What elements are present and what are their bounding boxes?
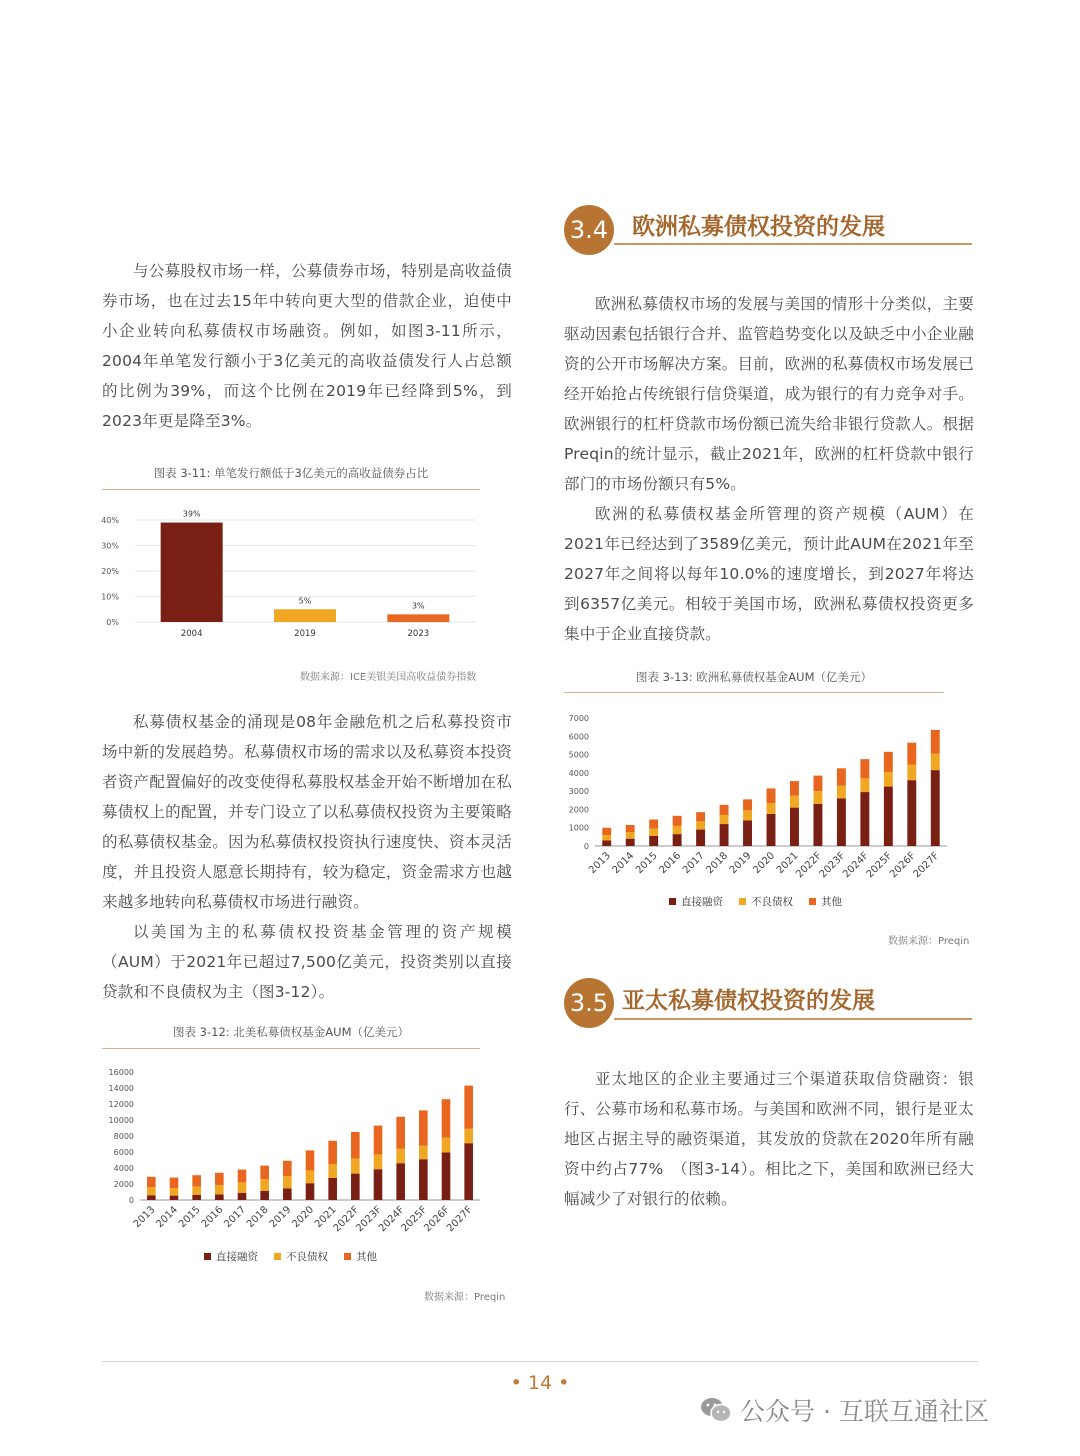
- figure-3-12-rule: [102, 1048, 480, 1049]
- bar-2019-s0: [743, 820, 752, 846]
- bar-2016-s0: [215, 1194, 224, 1200]
- figure-3-11-title: 图表 3-11: 单笔发行额低于3亿美元的高收益债券占比: [153, 466, 429, 480]
- bar-2021-s1: [790, 796, 799, 808]
- bar-2021-s0: [790, 808, 799, 846]
- bar-2020-s2: [306, 1150, 315, 1170]
- figure-3-11-source: 数据来源：ICE美银美国高收益债券指数: [300, 672, 477, 683]
- bar-2026F-s2: [907, 743, 916, 765]
- bar-2019-s1: [743, 810, 752, 820]
- bar-2014-s1: [626, 832, 635, 838]
- bar-2016-s1: [673, 826, 682, 834]
- bar-2022F-s0: [351, 1174, 360, 1200]
- bar-2021-s1: [328, 1164, 337, 1178]
- bar-2018-s2: [720, 805, 729, 815]
- x-tick-label: 2015: [634, 850, 660, 877]
- bar-2019-s1: [283, 1176, 292, 1188]
- bar-2019-s2: [283, 1161, 292, 1176]
- data-label: 5%: [298, 596, 312, 606]
- x-tick-label: 2020: [290, 1204, 317, 1231]
- x-tick-label: 2021: [774, 850, 801, 877]
- bar-2015-s1: [192, 1186, 201, 1194]
- bar-2016-s1: [215, 1185, 224, 1194]
- bar-2013-s0: [602, 841, 611, 846]
- x-tick-label: 2016: [199, 1204, 226, 1231]
- x-tick-label: 2018: [245, 1204, 271, 1231]
- bar-2017-s1: [238, 1182, 247, 1192]
- bar-2027F-s1: [464, 1129, 473, 1143]
- y-tick-label: 14000: [108, 1084, 134, 1093]
- figure-3-13-rule: [564, 692, 944, 693]
- y-tick-label: 20%: [101, 567, 119, 576]
- bar-2022F-s0: [813, 804, 822, 846]
- data-label: 3%: [411, 601, 425, 611]
- x-tick-label: 2014: [610, 850, 637, 877]
- legend-label: 直接融资: [216, 1251, 258, 1263]
- bar-2025F-s1: [419, 1146, 428, 1160]
- section-3-4-rule: [614, 243, 972, 245]
- x-tick-label: 2013: [587, 850, 613, 877]
- bar-2014-s1: [170, 1188, 179, 1196]
- section-3-5-badge: 3.5: [564, 978, 614, 1028]
- figure-3-13-source: 数据来源：Preqin: [888, 936, 970, 947]
- x-tick-label: 2013: [131, 1204, 158, 1231]
- bar-2017-s2: [238, 1170, 247, 1183]
- x-tick-label: 2019: [727, 850, 754, 877]
- x-tick-label: 2023: [407, 629, 430, 639]
- x-tick-label: 2022F: [794, 850, 825, 881]
- bar-2015-s1: [649, 829, 658, 836]
- bar-2015-s0: [649, 836, 658, 846]
- data-label: 39%: [182, 509, 201, 519]
- bar-2024F-s0: [396, 1163, 405, 1200]
- x-tick-label: 2026F: [422, 1204, 453, 1235]
- y-tick-label: 16000: [108, 1068, 134, 1077]
- wechat-watermark: [700, 1392, 989, 1428]
- bar-2018-s1: [720, 815, 729, 824]
- bar-2013-s1: [602, 835, 611, 840]
- bar-2024F-s1: [860, 778, 869, 792]
- footer-rule: [102, 1361, 978, 1362]
- wechat-icon: [700, 1396, 732, 1424]
- y-tick-label: 12000: [108, 1100, 134, 1109]
- bar-2020-s0: [767, 814, 776, 846]
- figure-3-11-rule: [102, 489, 480, 490]
- y-tick-label: 0%: [106, 618, 119, 627]
- bar-2019: [274, 609, 336, 622]
- bar-2015-s2: [192, 1175, 201, 1186]
- paragraph-4: 欧洲私募债权市场的发展与美国的情形十分类似，主要驱动因素包括银行合并、监管趋势变化以及缺乏中小企业融资的公开市场解决方案。目前，欧洲的私募债权市场发展已经开始抢占传统银行信贷渠道，成为银行的有力竞争对手。欧洲银行的杠杆贷款市场份额已流失给非银行贷款人。根据Preqin的统计显示，截止2021年，欧洲的杠杆贷款中银行部门的市场份额只有5%。 欧洲的私募债权基金所管理的资产规模（AUM）在2021年已经达到了3589亿美元，预计此AUM在2021年至2027年之间将以每年10.0%的速度增长，到2027年将达到6357亿美元。相较于美国市场，欧洲私募债权投资更多集中于企业直接贷款。: [564, 295, 974, 643]
- legend-label: 不良债权: [751, 896, 793, 908]
- bar-2014-s2: [626, 825, 635, 832]
- legend-label: 其他: [356, 1251, 377, 1263]
- bar-2027F-s0: [464, 1143, 473, 1200]
- bar-2013-s2: [602, 828, 611, 835]
- bar-2016-s2: [673, 816, 682, 826]
- y-tick-label: 40%: [101, 516, 119, 525]
- bar-2016-s2: [215, 1173, 224, 1185]
- y-tick-label: 3000: [568, 787, 589, 797]
- x-tick-label: 2017: [222, 1204, 249, 1231]
- bar-2021-s2: [790, 781, 799, 796]
- bar-2024F-s2: [396, 1117, 405, 1149]
- legend-swatch: [204, 1253, 211, 1260]
- bar-2017-s2: [696, 812, 705, 821]
- bar-2020-s1: [306, 1170, 315, 1183]
- x-tick-label: 2027F: [911, 850, 942, 881]
- y-tick-label: 1000: [568, 823, 589, 833]
- x-tick-label: 2004: [180, 629, 203, 639]
- bar-2023F-s0: [374, 1169, 383, 1200]
- x-tick-label: 2018: [704, 850, 731, 877]
- bar-2022F-s2: [813, 776, 822, 792]
- section-3-5-title: 亚太私募债权投资的发展: [622, 988, 875, 1014]
- bar-2022F-s2: [351, 1132, 360, 1158]
- section-3-5-rule: [614, 1018, 972, 1020]
- watermark-text: 公众号 · 互联互通社区: [740, 1397, 989, 1426]
- bar-2023F-s2: [374, 1126, 383, 1155]
- section-3-4-badge: 3.4: [564, 205, 614, 255]
- bar-2023F-s1: [374, 1154, 383, 1169]
- y-tick-label: 5000: [568, 750, 589, 760]
- bar-2014-s0: [170, 1196, 179, 1200]
- x-tick-label: 2019: [294, 629, 316, 639]
- bar-2026F-s1: [907, 765, 916, 781]
- bar-2025F-s2: [419, 1110, 428, 1145]
- bar-2023F-s1: [837, 786, 846, 799]
- y-tick-label: 0: [128, 1196, 134, 1205]
- y-tick-label: 8000: [113, 1132, 134, 1141]
- bar-2025F-s0: [884, 787, 893, 846]
- section-3-4-title: 欧洲私募债权投资的发展: [632, 214, 885, 240]
- bar-2026F-s0: [442, 1152, 451, 1200]
- y-tick-label: 2000: [568, 805, 589, 815]
- x-tick-label: 2025F: [864, 850, 895, 881]
- bar-2014-s2: [170, 1178, 179, 1188]
- x-tick-label: 2026F: [888, 850, 918, 881]
- figure-3-11-chart: [95, 500, 485, 650]
- x-tick-label: 2020: [751, 850, 778, 877]
- bar-2023F-s0: [837, 798, 846, 846]
- bar-2027F-s2: [931, 730, 940, 754]
- page-number: • 14 •: [510, 1372, 570, 1394]
- bar-2018-s0: [720, 824, 729, 846]
- bar-2014-s0: [626, 839, 635, 846]
- bar-2018-s1: [260, 1179, 269, 1191]
- legend-swatch: [739, 898, 746, 905]
- bar-2023F-s2: [837, 768, 846, 785]
- bar-2013-s1: [147, 1187, 156, 1195]
- figure-3-12-source: 数据来源：Preqin: [424, 1292, 506, 1303]
- legend-label: 其他: [821, 896, 842, 908]
- legend-swatch: [344, 1253, 351, 1260]
- figure-3-12-title: 图表 3-12: 北美私募债权基金AUM（亿美元）: [173, 1025, 409, 1039]
- x-tick-label: 2025F: [399, 1204, 430, 1235]
- x-tick-label: 2014: [154, 1204, 181, 1231]
- bar-2004: [161, 523, 223, 622]
- x-tick-label: 2017: [680, 850, 707, 877]
- figure-3-13-title: 图表 3-13: 欧洲私募债权基金AUM（亿美元）: [636, 670, 872, 684]
- y-tick-label: 6000: [568, 732, 589, 742]
- bar-2022F-s1: [813, 791, 822, 804]
- x-tick-label: 2022F: [331, 1204, 362, 1235]
- bar-2027F-s1: [931, 754, 940, 770]
- bar-2026F-s1: [442, 1138, 451, 1153]
- y-tick-label: 10000: [108, 1116, 134, 1125]
- legend-swatch: [809, 898, 816, 905]
- legend-label: 直接融资: [681, 896, 723, 908]
- y-tick-label: 4000: [568, 768, 589, 778]
- bar-2022F-s1: [351, 1158, 360, 1173]
- bar-2018-s0: [260, 1191, 269, 1200]
- bar-2020-s1: [767, 803, 776, 814]
- y-tick-label: 2000: [113, 1180, 134, 1189]
- bar-2020-s2: [767, 788, 776, 803]
- x-tick-label: 2015: [177, 1204, 203, 1231]
- y-tick-label: 0: [583, 842, 589, 851]
- y-tick-label: 30%: [101, 541, 119, 551]
- bar-2018-s2: [260, 1166, 269, 1180]
- y-tick-label: 4000: [113, 1164, 134, 1173]
- bar-2017-s1: [696, 821, 705, 829]
- paragraph-1: 与公募股权市场一样，公募债券市场，特别是高收益债券市场，也在过去15年中转向更大型的借款企业，迫使中小企业转向私募债权市场融资。例如，如图3-11所示，2004年单笔发行额小于3亿美元的高收益债发行人占总额的比例为39%，而这个比例在2019年已经降到5%，到2023年更是降至3%。: [102, 262, 512, 430]
- bar-2017-s0: [238, 1193, 247, 1200]
- bar-2023: [387, 614, 449, 622]
- legend-label: 不良债权: [286, 1251, 328, 1263]
- legend-swatch: [669, 898, 676, 905]
- x-tick-label: 2019: [267, 1204, 294, 1231]
- bar-2024F-s0: [860, 792, 869, 846]
- x-tick-label: 2023F: [817, 850, 848, 881]
- bar-2024F-s1: [396, 1149, 405, 1163]
- bar-2021-s2: [328, 1141, 337, 1164]
- bar-2013-s0: [147, 1195, 156, 1200]
- figure-3-12-chart: [90, 1060, 490, 1275]
- bar-2021-s0: [328, 1178, 337, 1200]
- bar-2024F-s2: [860, 759, 869, 778]
- x-tick-label: 2023F: [354, 1204, 385, 1235]
- x-tick-label: 2021: [313, 1204, 339, 1231]
- bar-2027F-s2: [464, 1086, 473, 1129]
- x-tick-label: 2024F: [376, 1204, 407, 1235]
- paragraph-2: 私募债权基金的涌现是08年金融危机之后私募投资市场中新的发展趋势。私募债权市场的需求以及私募资本投资者资产配置偏好的改变使得私募股权基金开始不断增加在私募债权上的配置，并专门设立了以私募债权投资为主要策略的私募债权基金。因为私募债权投资执行速度快、资本灵活度，并且投资人愿意长期持有，较为稳定，资金需求方也越来越多地转向私募债权市场进行融资。 以美国为主的私募债权投资基金管理的资产规模（AUM）于2021年已超过7,500亿美元，投资类别以直接贷款和不良债权为主（图3-12）。: [102, 713, 512, 1001]
- bar-2025F-s0: [419, 1159, 428, 1200]
- x-tick-label: 2027F: [444, 1204, 475, 1235]
- y-tick-label: 10%: [101, 592, 119, 602]
- x-tick-label: 2024F: [841, 850, 871, 881]
- bar-2019-s2: [743, 799, 752, 810]
- bar-2017-s0: [696, 830, 705, 846]
- bar-2026F-s2: [442, 1099, 451, 1137]
- figure-3-13-chart: [555, 704, 955, 914]
- x-tick-label: 2016: [657, 850, 684, 877]
- y-tick-label: 7000: [568, 714, 589, 723]
- bar-2013-s2: [147, 1177, 156, 1187]
- y-tick-label: 6000: [113, 1148, 134, 1157]
- bar-2026F-s0: [907, 780, 916, 846]
- bar-2015-s0: [192, 1195, 201, 1200]
- bar-2027F-s0: [931, 770, 940, 846]
- bar-2020-s0: [306, 1183, 315, 1200]
- bar-2025F-s2: [884, 752, 893, 772]
- bar-2016-s0: [673, 834, 682, 846]
- bar-2019-s0: [283, 1188, 292, 1200]
- legend-swatch: [274, 1253, 281, 1260]
- bar-2025F-s1: [884, 772, 893, 787]
- bar-2015-s2: [649, 819, 658, 828]
- paragraph-6: 亚太地区的企业主要通过三个渠道获取信贷融资：银行、公募市场和私募市场。与美国和欧洲不同，银行是亚太地区占据主导的融资渠道，其发放的贷款在2020年所有融资中约占77% （图3-14）。相比之下，美国和欧洲已经大幅减少了对银行的依赖。: [564, 1070, 974, 1208]
